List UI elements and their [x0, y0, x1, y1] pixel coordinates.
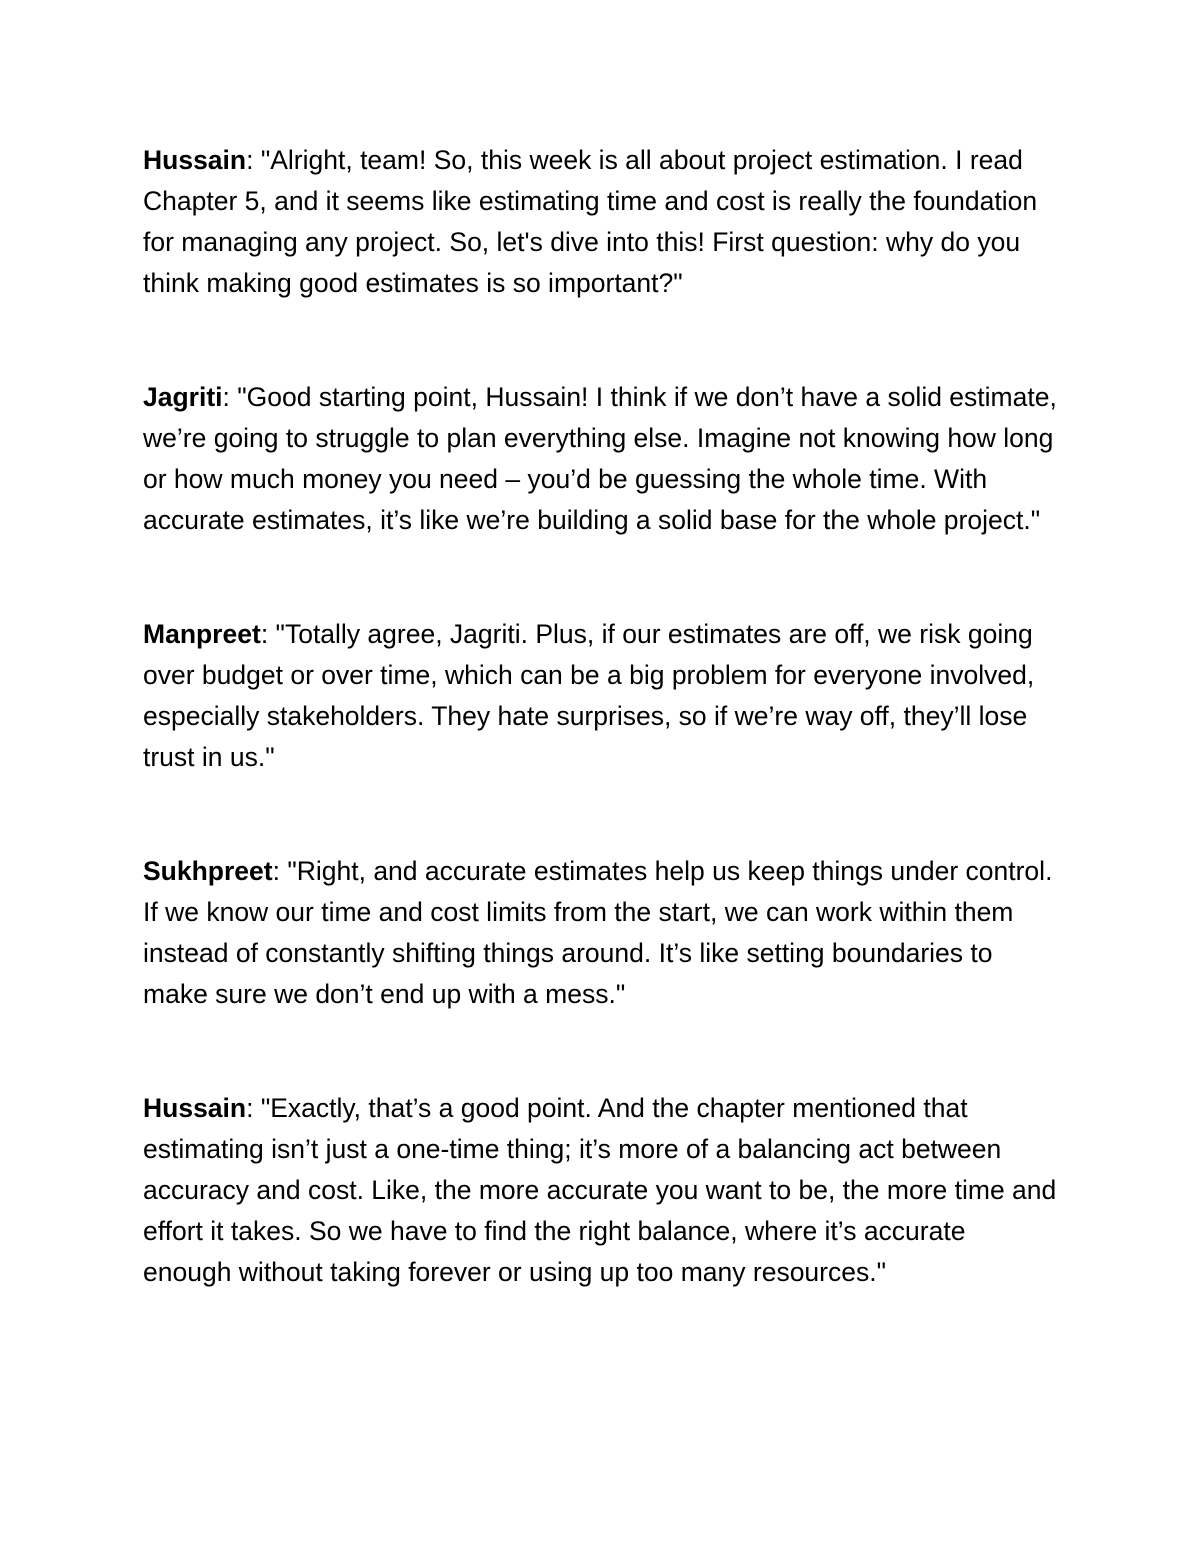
speaker-separator: :: [246, 145, 261, 175]
dialogue-text: "Alright, team! So, this week is all about project estimation. I read Chapter 5, and it seems like estimating time and cost is really the foundation for managing any project. So, let's dive into this! First question: why do you think making good estimates is so important?": [143, 145, 1038, 298]
dialogue-entry-hussain-1: [143, 140, 1058, 304]
speaker-name: Hussain: [143, 1093, 247, 1123]
speaker-separator: :: [246, 1093, 261, 1123]
speaker-name: Hussain: [143, 145, 247, 175]
dialogue-entry-manpreet: [143, 614, 1058, 778]
dialogue-entry-sukhpreet: [143, 851, 1058, 1015]
dialogue-text: "Exactly, that’s a good point. And the chapter mentioned that estimating isn’t just a one-time thing; it’s more of a balancing act between accuracy and cost. Like, the more accurate you want to be, the more time and effort it takes. So we have to find the right balance, where it’s accurate enough without taking forever or using up too many resources.": [143, 1093, 1057, 1287]
speaker-name: Jagriti: [143, 382, 223, 412]
dialogue-text: "Good starting point, Hussain! I think if we don’t have a solid estimate, we’re going to struggle to plan everything else. Imagine not knowing how long or how much money you need – you’d be guessing the whole time. With accurate estimates, it’s like we’re building a solid base for the whole project.": [143, 382, 1057, 535]
speaker-name: Manpreet: [143, 619, 261, 649]
dialogue-text: "Right, and accurate estimates help us keep things under control. If we know our time and cost limits from the start, we can work within them instead of constantly shifting things around. It’s like setting boundaries to make sure we don’t end up with a mess.": [143, 856, 1053, 1009]
dialogue-entry-hussain-2: [143, 1088, 1058, 1293]
speaker-separator: :: [260, 619, 276, 649]
speaker-name: Sukhpreet: [143, 856, 273, 886]
dialogue-transcript: [143, 140, 1058, 1293]
dialogue-entry-jagriti: [143, 377, 1058, 541]
speaker-separator: :: [222, 382, 238, 412]
dialogue-text: "Totally agree, Jagriti. Plus, if our estimates are off, we risk going over budget or over time, which can be a big problem for everyone involved, especially stakeholders. They hate surprises, so if we’re way off, they’ll lose trust in us.": [143, 619, 1035, 772]
speaker-separator: :: [272, 856, 288, 886]
